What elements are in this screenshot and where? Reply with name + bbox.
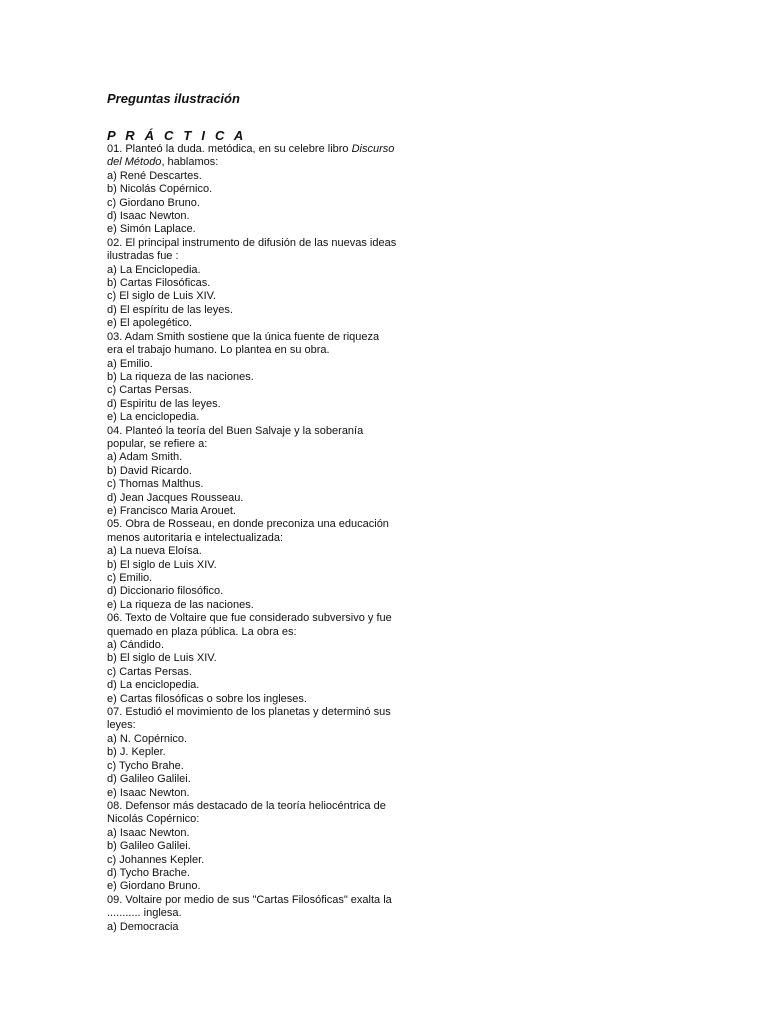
question-list [107,143,427,934]
question-text-line: 04. Planteó la teoría del Buen Salvaje y la soberanía [107,424,364,437]
answer-option: b) La riqueza de las naciones. [107,370,254,383]
answer-option: b) El siglo de Luis XIV. [107,558,217,571]
question-text-line [107,156,427,169]
answer-option: e) Giordano Bruno. [107,880,201,893]
answer-option: e) Cartas filosóficas o sobre los ingleses. [107,692,307,705]
question-text-line: leyes: [107,719,136,732]
answer-option: b) Cartas Filosóficas. [107,277,211,290]
question-08 [107,800,427,894]
question-text-line: popular, se refiere a: [107,437,208,450]
answer-option: d) Isaac Newton. [107,210,190,223]
question-01 [107,143,427,237]
question-text-line [107,143,427,156]
answer-option: c) Emilio. [107,572,153,584]
question-text-line: 05. Obra de Rosseau, en donde preconiza una educación [107,518,389,531]
answer-option: c) Thomas Malthus. [107,478,204,491]
question-text-line: Nicolás Copérnico: [107,813,200,826]
answer-option: a) Adam Smith. [107,451,183,464]
answer-option: d) El espíritu de las leyes. [107,303,233,316]
answer-option: b) David Ricardo. [107,464,192,477]
answer-option: d) Tycho Brache. [107,866,190,879]
answer-option: c) Cartas Persas. [107,384,192,397]
answer-option: d) Galileo Galilei. [107,773,191,786]
answer-option: c) Tycho Brahe. [107,759,184,772]
answer-option: c) Johannes Kepler. [107,853,205,866]
question-text-line: 06. Texto de Voltaire que fue considerado subversivo y fue [107,612,392,625]
question-text-line: 09. Voltaire por medio de sus "Cartas Filosóficas" exalta la [107,893,392,906]
answer-option: b) Nicolás Copérnico. [107,183,213,196]
question-text-line: quemado en plaza pública. La obra es: [107,625,297,638]
section-heading: P R Á C T I C A [107,128,247,143]
question-text-line: ilustradas fue : [107,250,179,263]
question-text-line: 02. El principal instrumento de difusión de las nuevas ideas [107,236,397,249]
answer-option: e) Isaac Newton. [107,786,190,799]
answer-option: a) La Enciclopedia. [107,263,201,276]
answer-option: a) Democracia [107,920,179,933]
answer-option: d) Espiritu de las leyes. [107,397,221,410]
answer-option: e) El apolegético. [107,317,192,330]
question-09 [107,894,427,934]
answer-option: e) La enciclopedia. [107,411,200,424]
question-03 [107,331,427,425]
answer-option: a) Isaac Newton. [107,826,190,839]
question-05 [107,518,427,612]
answer-option: e) La riqueza de las naciones. [107,598,254,611]
question-07 [107,706,427,800]
question-04 [107,425,427,519]
question-06 [107,612,427,706]
question-text-line: 03. Adam Smith sostiene que la única fuente de riqueza [107,330,380,343]
answer-option: b) Galileo Galilei. [107,840,191,853]
document-title: Preguntas ilustración [107,91,240,106]
answer-option: d) Diccionario filosófico. [107,585,224,598]
answer-option: e) Simón Laplace. [107,223,196,236]
question-02 [107,237,427,331]
answer-option: c) El siglo de Luis XIV. [107,290,217,303]
book-title-fragment: del Método [107,156,162,169]
answer-option: c) Cartas Persas. [107,665,192,678]
question-text-fragment: , hablamos: [161,156,219,169]
question-text-line: ........... inglesa. [107,907,182,920]
question-text-line: era el trabajo humano. Lo plantea en su obra. [107,344,330,357]
answer-option: a) Emilio. [107,357,153,370]
answer-option: c) Giordano Bruno. [107,196,200,209]
document-page [107,90,427,934]
answer-option: b) El siglo de Luis XIV. [107,652,217,665]
answer-option: e) Francisco Maria Arouet. [107,504,236,517]
answer-option: b) J. Kepler. [107,746,166,759]
question-text-line: menos autoritaria e intelectualizada: [107,531,284,544]
answer-option: a) La nueva Eloísa. [107,545,202,558]
answer-option: a) N. Copérnico. [107,732,188,745]
question-text-fragment: 01. Planteó la duda. metódica, en su celebre libro [107,143,352,155]
book-title-fragment: Discurso [351,143,395,155]
answer-option: a) René Descartes. [107,169,202,182]
answer-option: d) La enciclopedia. [107,679,200,692]
question-text-line: 08. Defensor más destacado de la teoría heliocéntrica de [107,799,386,812]
question-text-line: 07. Estudió el movimiento de los planetas y determinó sus [107,706,391,719]
answer-option: d) Jean Jacques Rousseau. [107,491,244,504]
answer-option: a) Cándido. [107,639,164,652]
